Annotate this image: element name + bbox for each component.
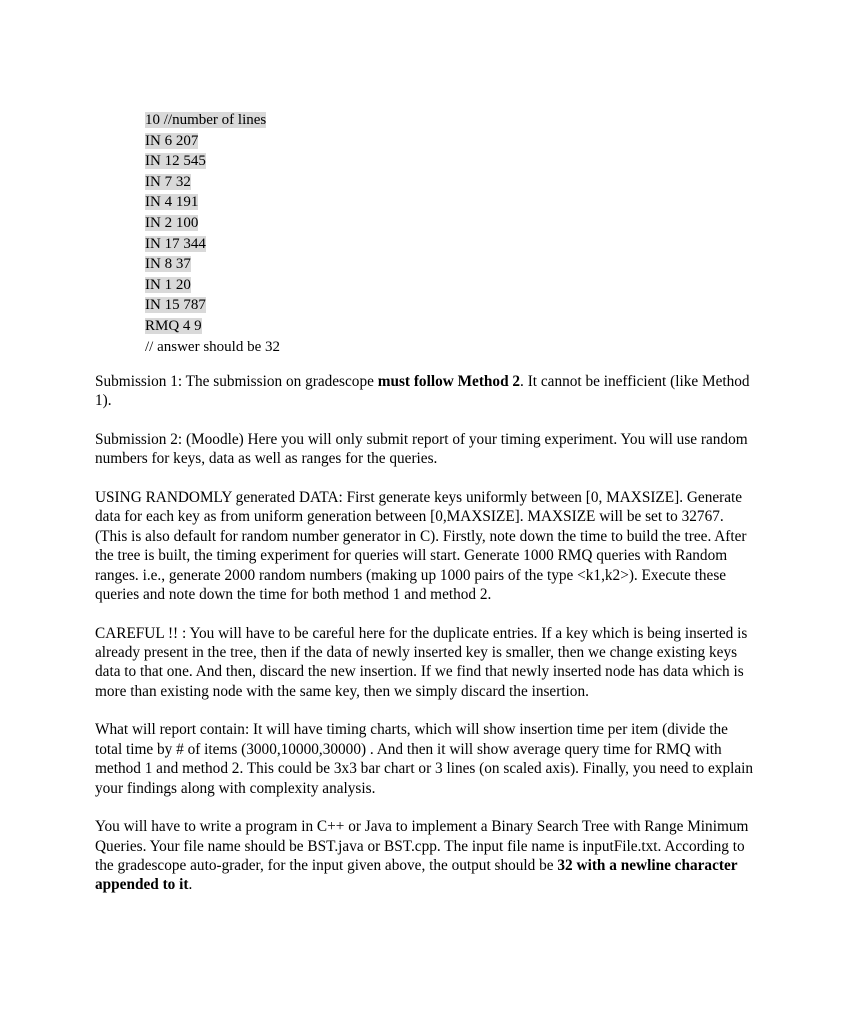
code-line <box>145 254 280 275</box>
code-line <box>145 110 280 131</box>
submission-1-tail: . It cannot be inefficient (like Method 1). <box>95 373 750 410</box>
paragraph-submission-2: Submission 2: (Moodle) Here you will only submit report of your timing experiment. You will use random numbers for keys, data as well as ranges for the queries. <box>95 431 748 468</box>
submission-1-text: Submission 1: The submission on gradescope <box>95 373 378 390</box>
code-line-text: IN 1 20 <box>145 276 191 293</box>
submission-1-bold: must follow Method 2 <box>377 373 521 390</box>
code-line-text: IN 6 207 <box>145 132 199 149</box>
code-line <box>145 151 280 172</box>
paragraph-program <box>95 817 755 895</box>
program-bold: 32 with a newline character appended to it <box>95 857 738 894</box>
code-line <box>145 172 280 193</box>
paragraph-careful: CAREFUL !! : You will have to be careful here for the duplicate entries. If a key which is being inserted is already present in the tree, then if the data of newly inserted key is smaller, then we change existing keys data to that one. And then, discard the new insertion. If we find that newly inserted node has data which is more than existing node with the same key, then we simply discard the insertion. <box>95 624 748 700</box>
paragraph-submission-1 <box>95 372 755 411</box>
code-line-text: IN 8 37 <box>145 256 191 273</box>
code-line-text: 10 //number of lines <box>145 112 267 128</box>
code-line <box>145 192 280 213</box>
code-line <box>145 295 280 316</box>
code-line-text: IN 2 100 <box>145 214 199 231</box>
sample-input-block <box>145 110 280 357</box>
code-line <box>145 131 280 152</box>
instructions-text <box>95 372 755 914</box>
code-line-text: IN 17 344 <box>145 235 206 252</box>
code-comment-line <box>145 337 280 358</box>
program-text: You will have to write a program in C++ or Java to implement a Binary Search Tree with Range Minimum Queries. Your file name should be BST.java or BST.cpp. The input file name is inputFile.txt. According to the gradescope auto-grader, for the input given above, the output should be <box>95 818 749 875</box>
code-line-text: IN 7 32 <box>145 173 191 190</box>
code-comment-text: // answer should be 32 <box>145 338 280 355</box>
program-tail: . <box>188 876 193 894</box>
paragraph-random-data: USING RANDOMLY generated DATA: First generate keys uniformly between [0, MAXSIZE]. Generate data for each key as from uniform generation between [0,MAXSIZE]. MAXSIZE will be set to 32767. (This is also default for random number generator in C). Firstly, note down the time to build the tree. After the tree is built, the timing experiment for queries will start. Generate 1000 RMQ queries with Random ranges. i.e., generate 2000 random numbers (making up 1000 pairs of the type <k1,k2>). Execute these queries and note down the time for both method 1 and method 2. <box>95 489 747 604</box>
code-line-text: IN 4 191 <box>145 194 199 211</box>
code-line-text: IN 12 545 <box>145 153 206 170</box>
code-line <box>145 316 280 337</box>
paragraph-report: What will report contain: It will have timing charts, which will show insertion time per item (divide the total time by # of items (3000,10000,30000) . And then it will show average query time for RMQ with method 1 and method 2. This could be 3x3 bar chart or 3 lines (on scaled axis). Finally, you need to explain your findings along with complexity analysis. <box>95 721 754 797</box>
code-line <box>145 213 280 234</box>
code-line-text: RMQ 4 9 <box>145 317 202 334</box>
code-line-text: IN 15 787 <box>145 297 206 314</box>
code-line <box>145 234 280 255</box>
code-line <box>145 275 280 296</box>
